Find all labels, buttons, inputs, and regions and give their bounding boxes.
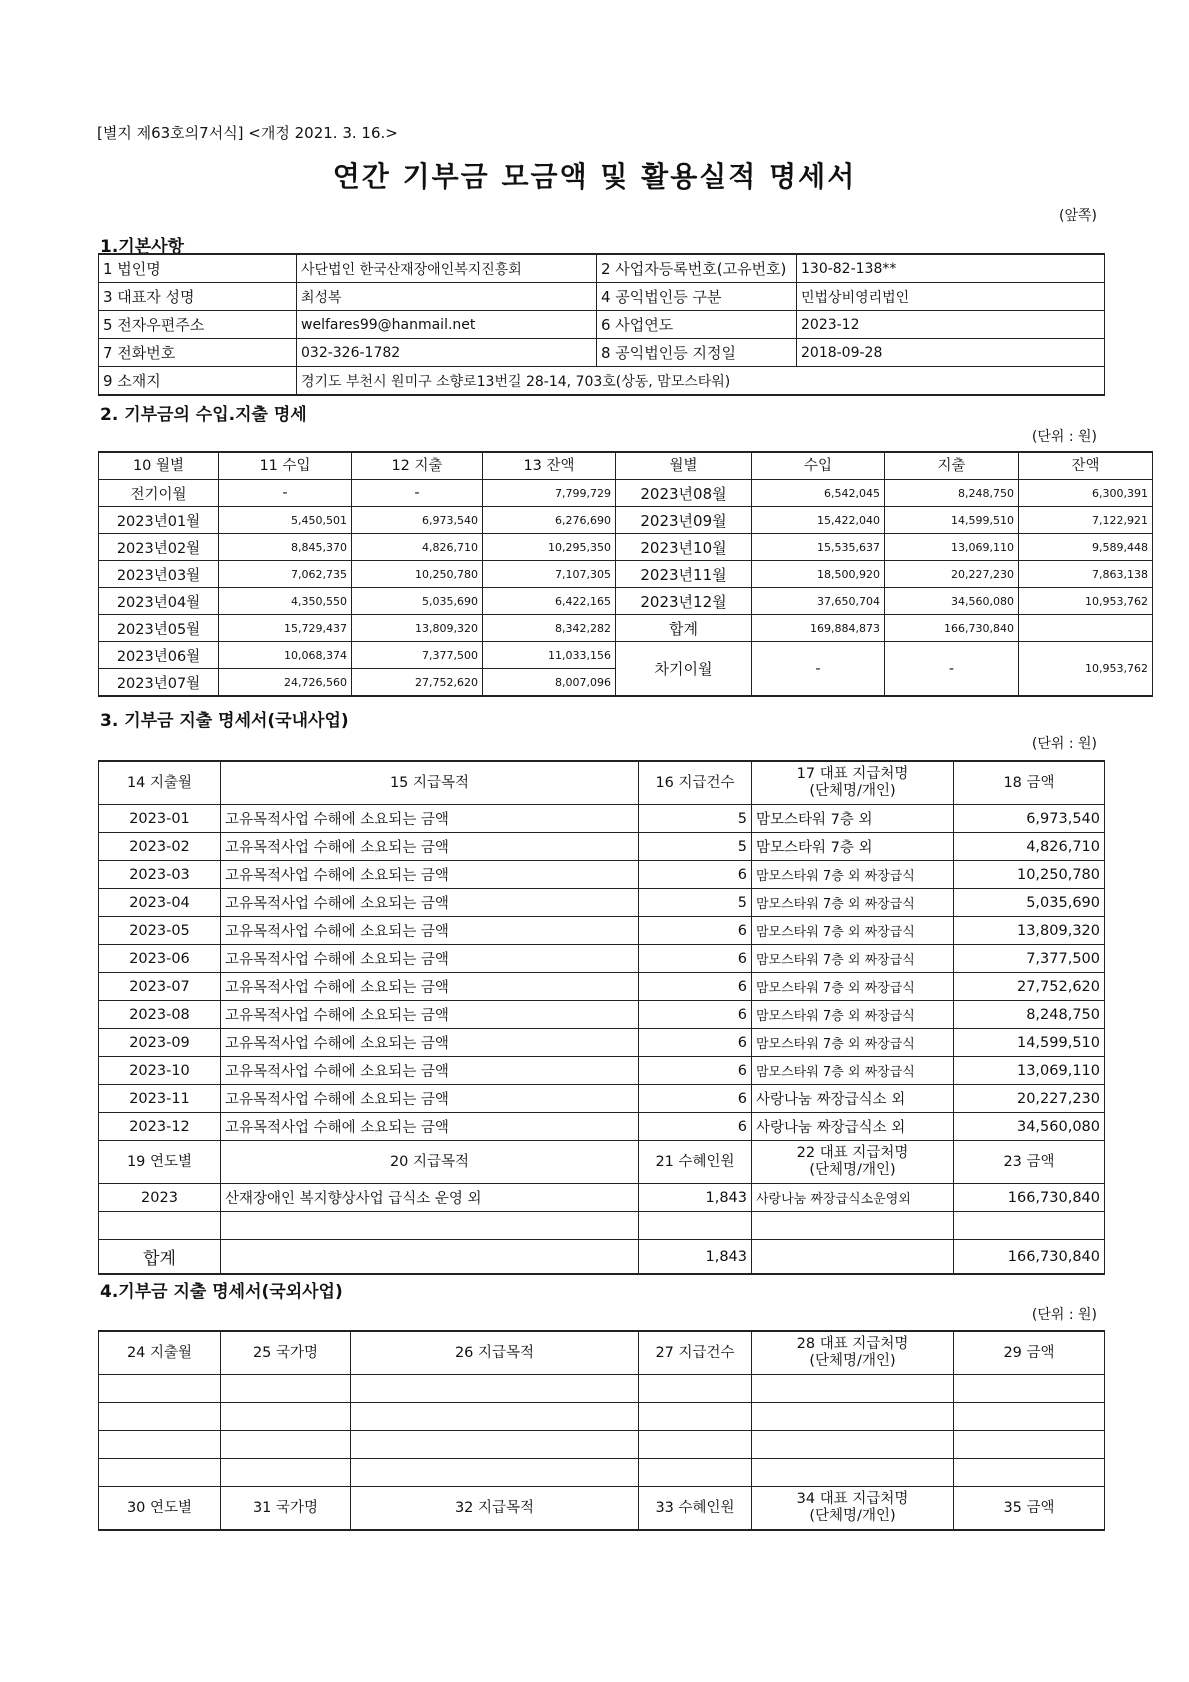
- recipient-cell: 사랑나눔 짜장급식소 외: [752, 1113, 954, 1141]
- purpose-cell: 고유목적사업 수해에 소요되는 금액: [221, 1085, 639, 1113]
- field-label: 8 공익법인등 지정일: [597, 339, 797, 367]
- empty-cell: [752, 1459, 954, 1487]
- domestic-total-row: [99, 1240, 1105, 1275]
- column-header: 26 지급목적: [351, 1331, 639, 1375]
- empty-cell: [99, 1431, 221, 1459]
- month-cell: 합계: [616, 615, 752, 642]
- month-cell: 2023-01: [99, 805, 221, 833]
- amount-cell: 15,729,437: [219, 615, 352, 642]
- purpose-cell: 고유목적사업 수해에 소요되는 금액: [221, 1001, 639, 1029]
- header-line: 28 대표 지급처명: [796, 1336, 909, 1352]
- amount-cell: 18,500,920: [752, 561, 885, 588]
- income-row: [99, 615, 1153, 642]
- amount-cell: 15,535,637: [752, 534, 885, 561]
- amount-cell: 6,276,690: [483, 507, 616, 534]
- recipient-cell: 맘모스타워 7층 외 짜장급식: [752, 917, 954, 945]
- empty-cell: [752, 1431, 954, 1459]
- recipient-cell: 맘모스타워 7층 외 짜장급식: [752, 973, 954, 1001]
- header-line: (단체명/개인): [809, 1508, 896, 1524]
- basic-info-row: [99, 339, 1105, 367]
- domestic-row: [99, 805, 1105, 833]
- field-label: 4 공익법인등 구분: [597, 283, 797, 311]
- column-header: 24 지출월: [99, 1331, 221, 1375]
- month-cell: 2023년11월: [616, 561, 752, 588]
- column-header: 16 지급건수: [639, 761, 752, 805]
- amount-cell: 8,007,096: [483, 669, 616, 697]
- empty-cell: [351, 1459, 639, 1487]
- empty-cell: [99, 1375, 221, 1403]
- amount-cell: 7,107,305: [483, 561, 616, 588]
- empty-cell: [221, 1431, 351, 1459]
- recipient-cell: 사랑나눔 짜장급식소운영외: [752, 1184, 954, 1212]
- domestic-table: [98, 760, 1105, 1275]
- basic-info-row: [99, 283, 1105, 311]
- field-value: 민법상비영리법인: [797, 283, 1105, 311]
- empty-cell: [99, 1459, 221, 1487]
- basic-info-row: [99, 367, 1105, 396]
- domestic-row: [99, 1001, 1105, 1029]
- domestic-empty-row: [99, 1212, 1105, 1240]
- purpose-cell: 고유목적사업 수해에 소요되는 금액: [221, 1057, 639, 1085]
- column-header: 33 수혜인원: [639, 1487, 752, 1531]
- empty-cell: [351, 1431, 639, 1459]
- column-header: 잔액: [1019, 452, 1153, 480]
- header-line: (단체명/개인): [809, 1162, 896, 1178]
- amount-cell: 7,377,500: [352, 642, 483, 669]
- column-header: 23 금액: [954, 1141, 1105, 1184]
- month-cell: 2023-02: [99, 833, 221, 861]
- header-line: (단체명/개인): [809, 783, 896, 799]
- income-row: [99, 507, 1153, 534]
- empty-cell: [639, 1375, 752, 1403]
- month-cell: 2023년04월: [99, 588, 219, 615]
- income-table: [98, 451, 1153, 697]
- recipient-cell: 맘모스타워 7층 외 짜장급식: [752, 1057, 954, 1085]
- amount-cell: 10,295,350: [483, 534, 616, 561]
- document-title: 연간 기부금 모금액 및 활용실적 명세서: [332, 160, 857, 193]
- purpose-cell: 고유목적사업 수해에 소요되는 금액: [221, 1029, 639, 1057]
- amount-cell: 27,752,620: [954, 973, 1105, 1001]
- column-header: [752, 1331, 954, 1375]
- field-value: 2023-12: [797, 311, 1105, 339]
- column-header: 13 잔액: [483, 452, 616, 480]
- recipient-cell: 맘모스타워 7층 외 짜장급식: [752, 861, 954, 889]
- empty-cell: [351, 1403, 639, 1431]
- empty-cell: [99, 1403, 221, 1431]
- month-cell: 2023년07월: [99, 669, 219, 697]
- count-cell: 5: [639, 889, 752, 917]
- domestic-row: [99, 833, 1105, 861]
- income-row: [99, 561, 1153, 588]
- recipient-cell: 맘모스타워 7층 외 짜장급식: [752, 945, 954, 973]
- domestic-row: [99, 945, 1105, 973]
- income-row: [99, 642, 1153, 669]
- amount-cell: 5,035,690: [352, 588, 483, 615]
- empty-cell: [221, 1212, 639, 1240]
- amount-cell: 10,068,374: [219, 642, 352, 669]
- month-cell: 2023년02월: [99, 534, 219, 561]
- column-header: 15 지급목적: [221, 761, 639, 805]
- column-header: 30 연도별: [99, 1487, 221, 1531]
- domestic-row: [99, 917, 1105, 945]
- column-header: 31 국가명: [221, 1487, 351, 1531]
- column-header: 32 지급목적: [351, 1487, 639, 1531]
- count-cell: 1,843: [639, 1184, 752, 1212]
- count-cell: 6: [639, 861, 752, 889]
- field-label: 5 전자우편주소: [99, 311, 297, 339]
- field-value: 2018-09-28: [797, 339, 1105, 367]
- foreign-header-row: [99, 1331, 1105, 1375]
- column-header: 10 월별: [99, 452, 219, 480]
- empty-cell: [221, 1375, 351, 1403]
- header-line: 17 대표 지급처명: [796, 766, 909, 782]
- month-cell: 2023-09: [99, 1029, 221, 1057]
- amount-cell: 7,863,138: [1019, 561, 1153, 588]
- page-side-label: (앞쪽): [1059, 208, 1097, 224]
- empty-cell: [752, 1240, 954, 1275]
- month-cell: 2023-07: [99, 973, 221, 1001]
- field-label: 3 대표자 성명: [99, 283, 297, 311]
- column-header: 지출: [885, 452, 1019, 480]
- month-cell: 2023년09월: [616, 507, 752, 534]
- column-header: 20 지급목적: [221, 1141, 639, 1184]
- foreign-header-row: [99, 1487, 1105, 1531]
- foreign-empty-row: [99, 1459, 1105, 1487]
- field-value: 최성복: [297, 283, 597, 311]
- count-cell: 5: [639, 833, 752, 861]
- empty-cell: [752, 1375, 954, 1403]
- month-cell: 2023-03: [99, 861, 221, 889]
- amount-cell: 8,248,750: [885, 480, 1019, 507]
- amount-cell: 13,069,110: [954, 1057, 1105, 1085]
- column-header: 11 수입: [219, 452, 352, 480]
- header-line: 34 대표 지급처명: [796, 1491, 909, 1507]
- domestic-row: [99, 1057, 1105, 1085]
- domestic-row: [99, 889, 1105, 917]
- domestic-row: [99, 1113, 1105, 1141]
- empty-cell: [954, 1459, 1105, 1487]
- column-header: 18 금액: [954, 761, 1105, 805]
- income-header-row: [99, 452, 1153, 480]
- recipient-cell: 맘모스타워 7층 외 짜장급식: [752, 1001, 954, 1029]
- amount-cell: 27,752,620: [352, 669, 483, 697]
- field-label: 7 전화번호: [99, 339, 297, 367]
- count-cell: 6: [639, 945, 752, 973]
- amount-cell: 20,227,230: [885, 561, 1019, 588]
- count-cell: 6: [639, 917, 752, 945]
- header-line: (단체명/개인): [809, 1353, 896, 1369]
- amount-cell: 10,250,780: [352, 561, 483, 588]
- column-header: 12 지출: [352, 452, 483, 480]
- foreign-empty-row: [99, 1375, 1105, 1403]
- empty-cell: [954, 1431, 1105, 1459]
- recipient-cell: 사랑나눔 짜장급식소 외: [752, 1085, 954, 1113]
- field-value: 사단법인 한국산재장애인복지진흥회: [297, 254, 597, 283]
- purpose-cell: 고유목적사업 수해에 소요되는 금액: [221, 1113, 639, 1141]
- column-header: 27 지급건수: [639, 1331, 752, 1375]
- amount-cell: 8,845,370: [219, 534, 352, 561]
- empty-cell: [752, 1212, 954, 1240]
- amount-cell: 7,799,729: [483, 480, 616, 507]
- month-cell: 2023년01월: [99, 507, 219, 534]
- month-cell: 2023-06: [99, 945, 221, 973]
- column-header: 21 수혜인원: [639, 1141, 752, 1184]
- domestic-row: [99, 1029, 1105, 1057]
- amount-cell: 7,122,921: [1019, 507, 1153, 534]
- amount-cell: 6,973,540: [954, 805, 1105, 833]
- basic-info-table: [98, 253, 1105, 396]
- amount-cell: 13,809,320: [954, 917, 1105, 945]
- purpose-cell: 산재장애인 복지향상사업 급식소 운영 외: [221, 1184, 639, 1212]
- empty-cell: [99, 1212, 221, 1240]
- amount-cell: 166,730,840: [885, 615, 1019, 642]
- field-value: welfares99@hanmail.net: [297, 311, 597, 339]
- amount-cell: 6,973,540: [352, 507, 483, 534]
- column-header: [752, 761, 954, 805]
- month-cell: 2023년06월: [99, 642, 219, 669]
- month-cell: 2023-11: [99, 1085, 221, 1113]
- amount-cell: 6,422,165: [483, 588, 616, 615]
- amount-cell: -: [219, 480, 352, 507]
- domestic-row: [99, 1085, 1105, 1113]
- amount-cell: 34,560,080: [954, 1113, 1105, 1141]
- month-cell: 전기이월: [99, 480, 219, 507]
- income-row: [99, 480, 1153, 507]
- total-count: 1,843: [639, 1240, 752, 1275]
- month-cell: 2023-05: [99, 917, 221, 945]
- field-label: 2 사업자등록번호(고유번호): [597, 254, 797, 283]
- amount-cell: 4,350,550: [219, 588, 352, 615]
- form-number: [별지 제63호의7서식] <개정 2021. 3. 16.>: [97, 124, 398, 142]
- amount-cell: 13,809,320: [352, 615, 483, 642]
- amount-cell: 37,650,704: [752, 588, 885, 615]
- total-amount: 166,730,840: [954, 1240, 1105, 1275]
- section-income-heading: 2. 기부금의 수입.지출 명세: [100, 405, 307, 425]
- domestic-unit: (단위 : 원): [1031, 736, 1097, 752]
- amount-cell: 10,953,762: [1019, 642, 1153, 697]
- domestic-year-row: [99, 1184, 1105, 1212]
- basic-info-row: [99, 254, 1105, 283]
- foreign-empty-row: [99, 1403, 1105, 1431]
- year-cell: 2023: [99, 1184, 221, 1212]
- amount-cell: 5,035,690: [954, 889, 1105, 917]
- amount-cell: 20,227,230: [954, 1085, 1105, 1113]
- column-header: 29 금액: [954, 1331, 1105, 1375]
- amount-cell: -: [752, 642, 885, 697]
- amount-cell: 9,589,448: [1019, 534, 1153, 561]
- month-cell: 2023-04: [99, 889, 221, 917]
- recipient-cell: 맘모스타워 7층 외 짜장급식: [752, 889, 954, 917]
- amount-cell: 15,422,040: [752, 507, 885, 534]
- field-label: 9 소재지: [99, 367, 297, 396]
- count-cell: 6: [639, 1029, 752, 1057]
- month-cell: 2023년03월: [99, 561, 219, 588]
- section-basic-heading: 1.기본사항: [100, 237, 184, 257]
- amount-cell: 6,300,391: [1019, 480, 1153, 507]
- amount-cell: 14,599,510: [954, 1029, 1105, 1057]
- empty-cell: [351, 1375, 639, 1403]
- month-cell: 2023년08월: [616, 480, 752, 507]
- empty-cell: [954, 1403, 1105, 1431]
- amount-cell: 7,062,735: [219, 561, 352, 588]
- domestic-row: [99, 973, 1105, 1001]
- amount-cell: 24,726,560: [219, 669, 352, 697]
- column-header: 수입: [752, 452, 885, 480]
- purpose-cell: 고유목적사업 수해에 소요되는 금액: [221, 805, 639, 833]
- recipient-cell: 맘모스타워 7층 외: [752, 833, 954, 861]
- section-foreign-heading: 4.기부금 지출 명세서(국외사업): [100, 1282, 343, 1302]
- amount-cell: -: [352, 480, 483, 507]
- empty-cell: [639, 1403, 752, 1431]
- column-header: 월별: [616, 452, 752, 480]
- count-cell: 6: [639, 1001, 752, 1029]
- income-unit: (단위 : 원): [1031, 429, 1097, 445]
- empty-cell: [639, 1212, 752, 1240]
- domestic-header-row: [99, 761, 1105, 805]
- column-header: 19 연도별: [99, 1141, 221, 1184]
- total-label: 합계: [99, 1240, 221, 1275]
- foreign-empty-row: [99, 1431, 1105, 1459]
- income-row: [99, 588, 1153, 615]
- amount-cell: 8,342,282: [483, 615, 616, 642]
- month-cell: 2023-10: [99, 1057, 221, 1085]
- empty-cell: [639, 1459, 752, 1487]
- purpose-cell: 고유목적사업 수해에 소요되는 금액: [221, 973, 639, 1001]
- count-cell: 6: [639, 1113, 752, 1141]
- amount-cell: 10,953,762: [1019, 588, 1153, 615]
- domestic-year-header-row: [99, 1141, 1105, 1184]
- amount-cell: -: [885, 642, 1019, 697]
- amount-cell: [1019, 615, 1153, 642]
- domestic-row: [99, 861, 1105, 889]
- column-header: 25 국가명: [221, 1331, 351, 1375]
- month-cell: 2023년12월: [616, 588, 752, 615]
- empty-cell: [954, 1212, 1105, 1240]
- income-row: [99, 534, 1153, 561]
- section-domestic-heading: 3. 기부금 지출 명세서(국내사업): [100, 711, 349, 731]
- header-line: 22 대표 지급처명: [796, 1145, 909, 1161]
- amount-cell: 169,884,873: [752, 615, 885, 642]
- field-label: 1 법인명: [99, 254, 297, 283]
- column-header: 35 금액: [954, 1487, 1105, 1531]
- count-cell: 6: [639, 973, 752, 1001]
- basic-info-row: [99, 311, 1105, 339]
- amount-cell: 5,450,501: [219, 507, 352, 534]
- empty-cell: [639, 1431, 752, 1459]
- amount-cell: 34,560,080: [885, 588, 1019, 615]
- amount-cell: 14,599,510: [885, 507, 1019, 534]
- amount-cell: 166,730,840: [954, 1184, 1105, 1212]
- amount-cell: 8,248,750: [954, 1001, 1105, 1029]
- purpose-cell: 고유목적사업 수해에 소요되는 금액: [221, 945, 639, 973]
- count-cell: 6: [639, 1085, 752, 1113]
- column-header: [752, 1487, 954, 1531]
- amount-cell: 13,069,110: [885, 534, 1019, 561]
- amount-cell: 10,250,780: [954, 861, 1105, 889]
- amount-cell: 7,377,500: [954, 945, 1105, 973]
- purpose-cell: 고유목적사업 수해에 소요되는 금액: [221, 917, 639, 945]
- purpose-cell: 고유목적사업 수해에 소요되는 금액: [221, 833, 639, 861]
- amount-cell: 6,542,045: [752, 480, 885, 507]
- empty-cell: [752, 1403, 954, 1431]
- recipient-cell: 맘모스타워 7층 외 짜장급식: [752, 1029, 954, 1057]
- foreign-table: [98, 1330, 1105, 1531]
- field-value: 130-82-138**: [797, 254, 1105, 283]
- month-cell: 2023-12: [99, 1113, 221, 1141]
- empty-cell: [221, 1403, 351, 1431]
- month-cell: 2023년10월: [616, 534, 752, 561]
- column-header: [752, 1141, 954, 1184]
- month-cell: 2023-08: [99, 1001, 221, 1029]
- amount-cell: 4,826,710: [954, 833, 1105, 861]
- purpose-cell: 고유목적사업 수해에 소요되는 금액: [221, 889, 639, 917]
- purpose-cell: 고유목적사업 수해에 소요되는 금액: [221, 861, 639, 889]
- column-header: 14 지출월: [99, 761, 221, 805]
- field-label: 6 사업연도: [597, 311, 797, 339]
- amount-cell: 4,826,710: [352, 534, 483, 561]
- empty-cell: [221, 1240, 639, 1275]
- carry-label: 차기이월: [616, 642, 752, 697]
- recipient-cell: 맘모스타워 7층 외: [752, 805, 954, 833]
- amount-cell: 11,033,156: [483, 642, 616, 669]
- count-cell: 6: [639, 1057, 752, 1085]
- count-cell: 5: [639, 805, 752, 833]
- address-value: 경기도 부천시 원미구 소향로13번길 28-14, 703호(상동, 맘모스타워): [297, 367, 1105, 396]
- month-cell: 2023년05월: [99, 615, 219, 642]
- foreign-unit: (단위 : 원): [1031, 1307, 1097, 1323]
- empty-cell: [954, 1375, 1105, 1403]
- empty-cell: [221, 1459, 351, 1487]
- field-value: 032-326-1782: [297, 339, 597, 367]
